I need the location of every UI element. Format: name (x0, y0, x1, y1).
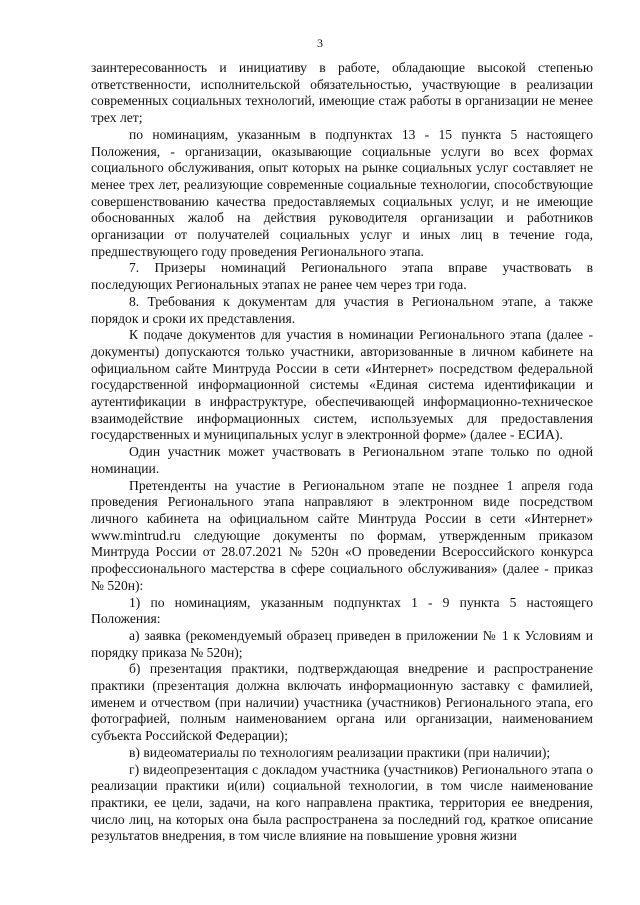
paragraph-subitem-a: а) заявка (рекомендуемый образец приведен в приложении № 1 к Условиям и порядку приказа № 520н); (91, 627, 593, 660)
paragraph-subitem-b: б) презентация практики, подтверждающая внедрение и распространение практики (презентация должна включать информационную заставку с фамилией, именем и отчеством (при наличии) участника (участников) Регионального этапа, его фотографией, полным наименованием органа или организации, наименованием субъекта Российской Федерации); (91, 661, 593, 744)
paragraph-item-7: 7. Призеры номинаций Регионального этапа вправе участвовать в последующих Региональных этапах не ранее чем через три года. (91, 260, 593, 293)
paragraph-item-8: 8. Требования к документам для участия в Региональном этапе, а также порядок и сроки их представления. (91, 293, 593, 326)
paragraph-subitem-g: г) видеопрезентация с докладом участника (участников) Регионального этапа о реализации практики и(или) социальной технологии, в том числе наименование практики, ее цели, задачи, на кого направлена практика, территория ее внедрения, число лиц, на которых она была распространена за последний год, краткое описание результатов внедрения, в том числе влияние на повышение уровня жизни (91, 761, 593, 844)
paragraph-subitem-1: 1) по номинациям, указанным подпунктах 1 - 9 пункта 5 настоящего Положения: (91, 594, 593, 627)
paragraph: Один участник может участвовать в Региональном этапе только по одной номинации. (91, 444, 593, 476)
page-number: 3 (317, 36, 323, 50)
document-body (91, 60, 593, 845)
paragraph-continuation: заинтересованность и инициативу в работе, обладающие высокой степенью ответственности, исполнительской обязательностью, участвующие в реализации современных социальных технологий, имеющие стаж работы в организации не менее трех лет; (91, 60, 593, 126)
paragraph-subitem-v: в) видеоматериалы по технологиям реализации практики (при наличии); (129, 744, 551, 760)
paragraph: по номинациям, указанным в подпунктах 13 - 15 пункта 5 настоящего Положения, - организации, оказывающие социальные услуги во всех формах социального обслуживания, опыт которых на рынке социальных услуг составляет не менее трех лет, реализующие современные социальные технологии, способствующие совершенствованию качества предоставляемых социальных услуг, и не имеющие обоснованных жалоб на действия руководителя организации и работников организации от получателей социальных услуг и иных лиц в течение года, предшествующего году проведения Регионального этапа. (91, 126, 593, 259)
paragraph: Претенденты на участие в Региональном этапе не позднее 1 апреля года проведения Регионального этапа направляют в электронном виде посредством личного кабинета на официальном сайте Минтруда России в сети «Интернет» www.mintrud.ru следующие документы по формам, утвержденным приказом Минтруда России от 28.07.2021 № 520н «О проведении Всероссийского конкурса профессионального мастерства в сфере социального обслуживания» (далее - приказ № 520н): (91, 477, 593, 593)
paragraph: К подаче документов для участия в номинации Регионального этапа (далее - документы) допускаются только участники, авторизованные в личном кабинете на официальном сайте Минтруда России в сети «Интернет» посредством федеральной государственной информационной системы «Единая система идентификации и аутентификации в инфраструктуре, обеспечивающей информационно-техническое взаимодействие информационных систем, используемых для предоставления государственных и муниципальных услуг в электронной форме» (далее - ЕСИА). (91, 327, 593, 443)
